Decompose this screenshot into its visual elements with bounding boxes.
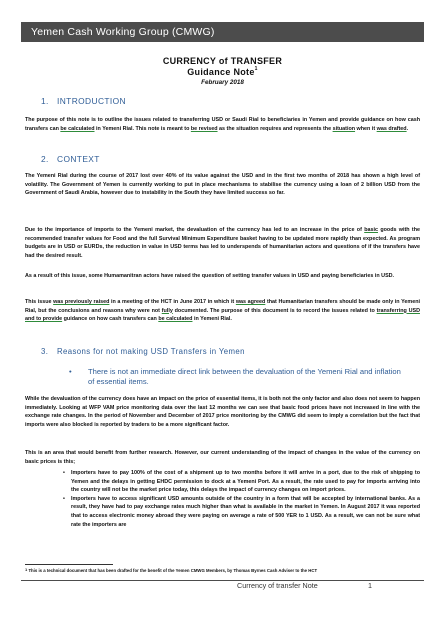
text-run: Due to the importance of imports to the Yemeni market, the devaluation of the currency has led to an increase in the price of xyxy=(25,227,365,233)
doc-title-text: Guidance Note xyxy=(187,67,255,77)
spelling-flag[interactable]: be calculated xyxy=(158,316,193,323)
bullet-icon: • xyxy=(63,495,65,502)
list-item-text: Importers have to access significant USD amounts outside of the country in a form that will be accepted by international banks. As a result, they have had to pay exchange rates much higher than what is available in the market in Yemen. In August 2017 it was reported that to access electronic money abroad they were paying on average a rate of 500 YER to 1 USD. As a result, we can not be sure what rate the importers are xyxy=(71,495,420,528)
text-run: This issue xyxy=(25,299,54,305)
context-paragraph-2 xyxy=(25,226,420,260)
text-run: goods with the recommended transfer values for Food and the full Survival Minimum Expenditure basket having to be updated more rapidly than expected. As program budgets are in USD or EURDs, the reduction in value in USD terms has led to underspends of humanitarian actors and questions of if the transfers have had the desired result. xyxy=(25,227,420,259)
context-paragraph-1: The Yemeni Rial during the course of 2017 lost over 40% of its value against the USD and in the first two months of 2018 has shown a high level of volatility. The Government of Yemen is currently working to put in place mechanisms to stabilise the currency using a loan of 2 billion USD from the Government of Saudi Arabia, however due to instability in the South they have limited success so far. xyxy=(25,173,420,197)
section-heading-context xyxy=(41,154,436,164)
reason-subheading xyxy=(25,367,405,386)
page-footer xyxy=(21,580,424,592)
text-run: The purpose of this note is to outline the issues related to transferring USD or Saudi Rial to beneficiaries in Yemen and provide guidance on how cash transfers can xyxy=(25,117,420,132)
document-header xyxy=(21,22,424,42)
spelling-flag[interactable]: transferring USD and to provide xyxy=(25,307,420,323)
reasons-paragraph-2: This is an area that would benefit from further research. However, our current understanding of the impact of changes in the value of the currency on basic prices is this; xyxy=(25,450,420,465)
text-run: in Yemeni Rial. xyxy=(192,316,232,323)
section-number: 1. xyxy=(41,96,49,106)
footer-label: Currency of transfer Note xyxy=(237,581,318,590)
footnote-text: This is a technical document that has been drafted for the benefit of the Yemen CMWG Members, by Thomas Byrnes Cash Adviser to the HCT xyxy=(28,568,318,573)
bullet-icon: • xyxy=(63,470,65,476)
list-item xyxy=(25,469,420,495)
title-footnote-mark[interactable]: 1 xyxy=(254,66,258,72)
text-run: in Yemeni Rial. This note is meant to xyxy=(94,125,191,132)
text-run: as the situation requires and represents the xyxy=(217,125,333,132)
doc-title-line1: CURRENCY of TRANSFER xyxy=(162,56,283,66)
section-number: 2. xyxy=(41,154,49,164)
footnote-separator xyxy=(25,564,113,565)
list-item-text: Importers have to pay 100% of the cost of a shipment up to two months before it will arrive in a port, due to the risk of shipping to Yemen and the delays in getting EHDC permission to dock at a Yemeni Port. As a result, the rate used to pay for imports arriving into the country will not be the market price today, this delays the impact of currency changes on import prices. xyxy=(71,470,420,494)
text-run: that Humanitarian transfers should be made only in Yemeni Rial, but the conclusions and reasons why were not xyxy=(25,299,420,314)
spelling-flag[interactable]: was agreed xyxy=(235,299,266,305)
doc-title-line2 xyxy=(0,67,445,77)
footnote xyxy=(25,568,317,573)
text-run: documented. The purpose of this document is to record the issues related to xyxy=(172,307,377,314)
doc-date: February 2018 xyxy=(201,79,244,86)
text-run: guidance on how cash transfers can xyxy=(62,316,159,323)
text-run: . xyxy=(406,125,409,132)
spelling-flag[interactable]: situation xyxy=(332,125,356,132)
list-item xyxy=(25,495,420,529)
reasons-paragraph-1: While the devaluation of the currency does have an impact on the price of essential items, it is both not the only factor and also does not seem to happen immediately. Looking at WFP VAM price monitoring data over the last 12 months we can see that basic food prices have not increased in line with the exchange rate changes. In the period of November and December of 2017 price monitoring by the CMWG did seem to imply a correlation but the fact that imports were also blocked is reported by traders to be a more significant factor. xyxy=(25,396,420,428)
spelling-flag[interactable]: basic xyxy=(364,227,378,233)
footnote-mark: 1 xyxy=(25,567,28,572)
page-number: 1 xyxy=(368,581,372,590)
text-run: when it xyxy=(355,125,377,132)
intro-paragraph xyxy=(25,116,420,133)
section-title: INTRODUCTION xyxy=(57,96,127,106)
context-paragraph-3: As a result of this issue, some Humamanitran actors have raised the question of setting transfer values in USD and paying beneficiaries in USD. xyxy=(25,273,395,279)
text-run: in a meeting of the HCT in June 2017 in which it xyxy=(109,299,236,305)
spelling-flag[interactable]: fully xyxy=(161,307,173,314)
spelling-flag[interactable]: be revised xyxy=(190,125,218,132)
spelling-flag[interactable]: was previously raised xyxy=(53,299,110,305)
section-number: 3. xyxy=(41,347,49,356)
subheading-text: There is not an immediate direct link between the devaluation of the Yemeni Rial and inflation of essential items. xyxy=(88,367,401,386)
section-heading-reasons xyxy=(41,347,436,356)
section-heading-introduction xyxy=(41,96,436,106)
spelling-flag[interactable]: was drafted xyxy=(376,125,407,132)
spelling-flag[interactable]: be calculated xyxy=(60,125,95,132)
context-paragraph-4 xyxy=(25,298,420,324)
header-org-title: Yemen Cash Working Group (CMWG) xyxy=(31,26,215,38)
bullet-icon: • xyxy=(69,367,72,376)
section-title: Reasons for not making USD Transfers in Yemen xyxy=(57,347,245,356)
section-title: CONTEXT xyxy=(57,154,100,164)
reasons-bullet-list xyxy=(25,469,420,529)
